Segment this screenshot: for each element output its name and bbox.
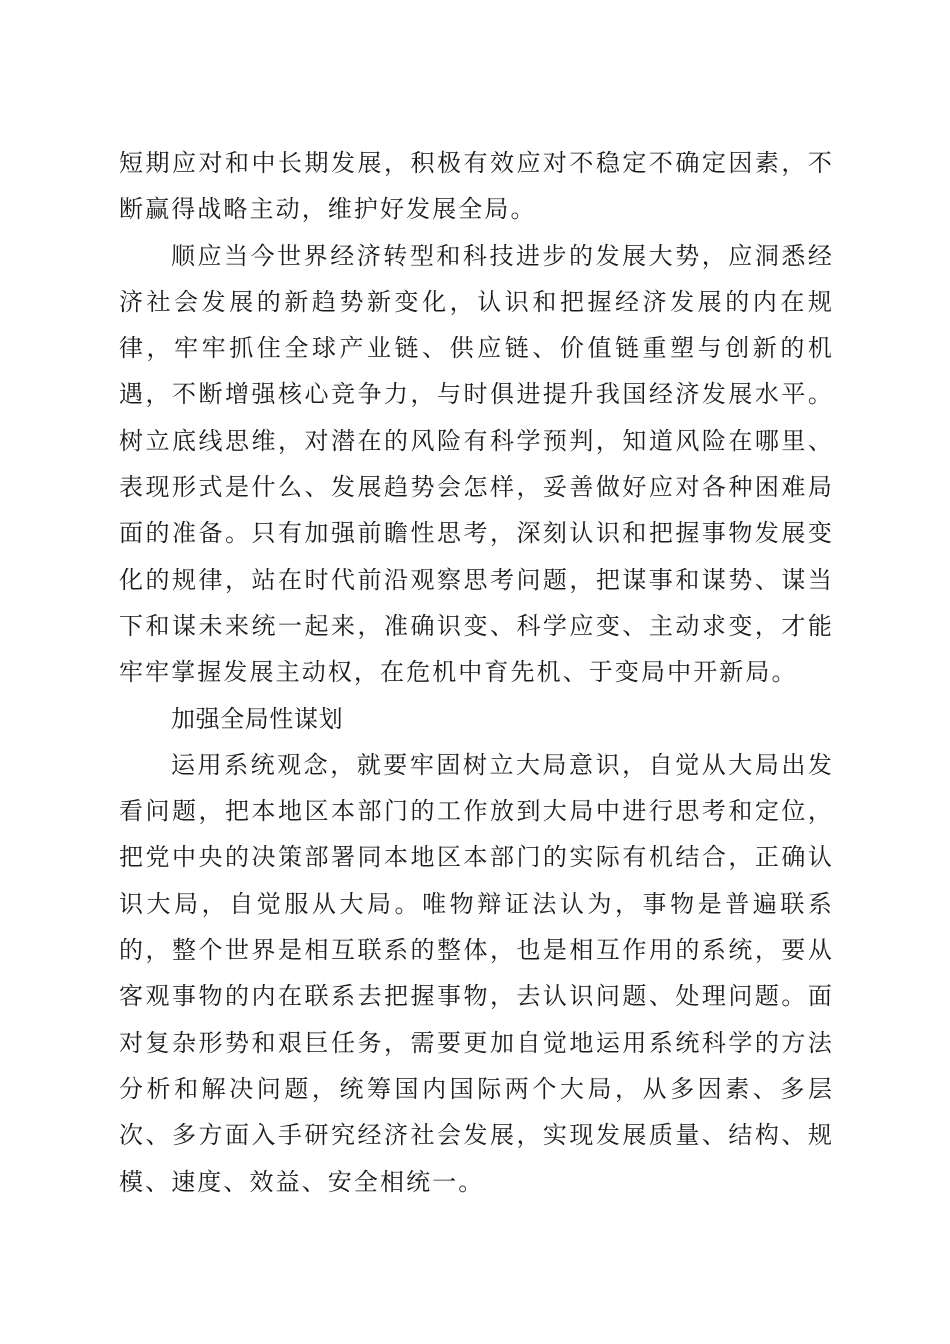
paragraph-trend-adaptation: 顺应当今世界经济转型和科技进步的发展大势，应洞悉经济社会发展的新趋势新变化，认识和把握经济发展的内在规律，牢牢抓住全球产业链、供应链、价值链重塑与创新的机遇，不断增强核心竞争力，与时俱进提升我国经济发展水平。树立底线思维，对潜在的风险有科学预判，知道风险在哪里、表现形式是什么、发展趋势会怎样，妥善做好应对各种困难局面的准备。只有加强前瞻性思考，深刻认识和把握事物发展变化的规律，站在时代前沿观察思考问题，把谋事和谋势、谋当下和谋未来统一起来，准确识变、科学应变、主动求变，才能牢牢掌握发展主动权，在危机中育先机、于变局中开新局。 [119,241,834,687]
paragraph-continuation: 短期应对和中长期发展，积极有效应对不稳定不确定因素，不断赢得战略主动，维护好发展全局。 [119,149,834,224]
paragraph-system-thinking: 运用系统观念，就要牢固树立大局意识，自觉从大局出发看问题，把本地区本部门的工作放到大局中进行思考和定位，把党中央的决策部署同本地区本部门的实际有机结合，正确认识大局，自觉服从大局。唯物辩证法认为，事物是普遍联系的，整个世界是相互联系的整体，也是相互作用的系统，要从客观事物的内在联系去把握事物，去认识问题、处理问题。面对复杂形势和艰巨任务，需要更加自觉地运用系统科学的方法分析和解决问题，统筹国内国际两个大局，从多因素、多层次、多方面入手研究经济社会发展，实现发展质量、结构、规模、速度、效益、安全相统一。 [119,750,834,1196]
section-heading: 加强全局性谋划 [171,704,344,733]
document-body [119,140,834,1205]
